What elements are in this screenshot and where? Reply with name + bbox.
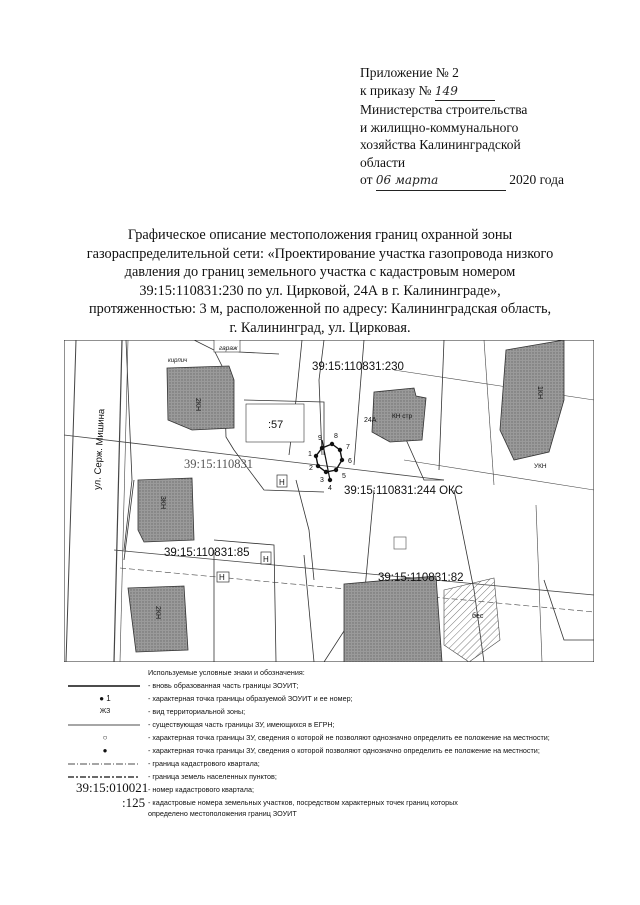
annex-line-1: Приложение № 2 — [360, 65, 459, 80]
zouit-point — [334, 468, 338, 472]
label-house-1kn: 1КН — [536, 386, 543, 400]
quarter-boundary-line-symbol — [62, 758, 148, 772]
legend-item: 39:15:010021 - номер кадастрового квартала; — [76, 780, 254, 795]
annex-date-line: от 06 марта 2020 года — [360, 171, 620, 191]
annex-line-5: хозяйства Калининградской — [360, 137, 521, 152]
label-parcel-244: 39:15:110831:244 ОКС — [344, 485, 463, 497]
zouit-point — [328, 478, 332, 482]
label-quarter: 39:15:110831 — [184, 457, 253, 471]
legend-item: ● 1 - характерная точка границы образуемой ЗОУИТ и ее номер; — [62, 693, 622, 707]
title-line-4: 39:15:110831:230 по ул. Цирковой, 24А в г. Калининграде», — [139, 282, 501, 299]
label-parcel-57: :57 — [268, 419, 284, 431]
label-house-kn-stp: КН стр — [392, 413, 413, 420]
legend-item: - граница кадастрового квартала; — [62, 758, 622, 772]
open-point-symbol: ○ — [102, 733, 108, 742]
label-h-mark-2: Н — [263, 555, 269, 564]
cadastral-map — [64, 340, 594, 662]
label-garage: гараж — [219, 345, 238, 352]
zouit-point — [324, 470, 328, 474]
order-number-field — [435, 82, 495, 102]
filled-point-symbol: ● — [102, 746, 108, 755]
legend-item: ● - характерная точка границы ЗУ, сведения о которой позволяют однозначно определить ее положение на местности; — [62, 745, 622, 759]
zouit-point-label: 5 — [342, 473, 346, 480]
label-small: кирпич — [168, 358, 188, 364]
annex-line-4: и жилищно-коммунального — [360, 119, 519, 135]
date-handwritten: 06 марта — [375, 173, 439, 187]
existing-boundary-line-symbol — [62, 719, 148, 733]
legend-heading: Используемые условные знаки и обозначения: — [148, 668, 305, 677]
label-bes: бес — [472, 613, 484, 620]
label-house-2kn: 2КН — [194, 398, 201, 412]
annex-line-3: Министерства строительства — [360, 102, 528, 117]
parcel-number-symbol: :125 — [122, 795, 146, 810]
zouit-point-label: 2 — [309, 465, 313, 472]
legend-item: - существующая часть границы ЗУ, имеющихся в ЕГРН; — [62, 719, 622, 733]
zouit-point — [314, 454, 318, 458]
label-parcel-82: 39:15:110831:82 — [378, 572, 464, 584]
zouit-point-label: 3 — [320, 477, 324, 484]
date-field — [376, 171, 506, 191]
zouit-point — [330, 442, 334, 446]
annex-line-2: к приказу № 149 — [360, 82, 620, 102]
annex-line-6: области — [360, 154, 406, 170]
zouit-point-label: 1 — [308, 451, 312, 458]
title-line-2: газораспределительной сети: «Проектирование участка газопровода низкого — [86, 245, 554, 262]
title-line-3: давления до границ земельного участка с кадастровым номером — [124, 264, 516, 280]
title-line-6: г. Калининград, ул. Цирковая. — [229, 319, 411, 336]
label-house-3kn: 3КН — [159, 496, 166, 510]
legend-item: ○ - характерная точка границы ЗУ, сведения о которой не позволяют однозначно определить ее положение на местности; — [62, 732, 622, 746]
zone-type-symbol: ЖЗ — [99, 708, 111, 715]
zouit-point-label: 8 — [334, 433, 338, 440]
order-number-handwritten: 149 — [434, 83, 458, 98]
label-street: ул. Серж. Мишина — [92, 408, 108, 491]
title-line-5: протяженностью: 3 м, расположенной по адресу: Калининградская область, — [88, 301, 552, 317]
title-line-1: Графическое описание местоположения границ охранной зоны — [127, 227, 513, 243]
label-house-2kn-b: 2КН — [154, 606, 161, 620]
new-boundary-line-symbol — [62, 680, 148, 694]
zouit-point-label: 9 — [318, 435, 322, 442]
quarter-number-symbol: 39:15:010021 — [76, 780, 149, 795]
zouit-point-label: 6 — [348, 458, 352, 465]
label-h-mark-1: Н — [279, 478, 285, 487]
legend-item: :125 - кадастровые номера земельных участков, посредством характерных точек границ которых — [122, 795, 458, 810]
zouit-point — [340, 458, 344, 462]
building-bottom-center — [344, 576, 442, 662]
zouit-point — [320, 446, 324, 450]
label-h-mark-3: Н — [219, 573, 225, 582]
label-house-ukh: УКН — [534, 463, 547, 470]
annex-header — [360, 64, 620, 191]
legend-item: ЖЗ - вид территориальной зоны; — [62, 706, 622, 720]
label-parcel-230: 39:15:110831:230 — [312, 361, 404, 373]
zouit-point — [316, 464, 320, 468]
document-title — [60, 226, 580, 337]
legend-item: определено местоположения границ ЗОУИТ — [148, 809, 297, 818]
building-3kn — [138, 478, 194, 542]
characteristic-point-symbol: ● 1 — [99, 694, 111, 703]
legend-item: - вновь образованная часть границы ЗОУИТ; — [62, 680, 622, 694]
zouit-point — [338, 448, 342, 452]
label-house-24a: 24А — [364, 417, 377, 424]
zouit-point-label: 4 — [328, 485, 332, 492]
legend-item: - граница земель населенных пунктов; — [62, 771, 622, 785]
zouit-point-label: 7 — [346, 444, 350, 451]
label-parcel-85: 39:15:110831:85 — [164, 547, 250, 559]
